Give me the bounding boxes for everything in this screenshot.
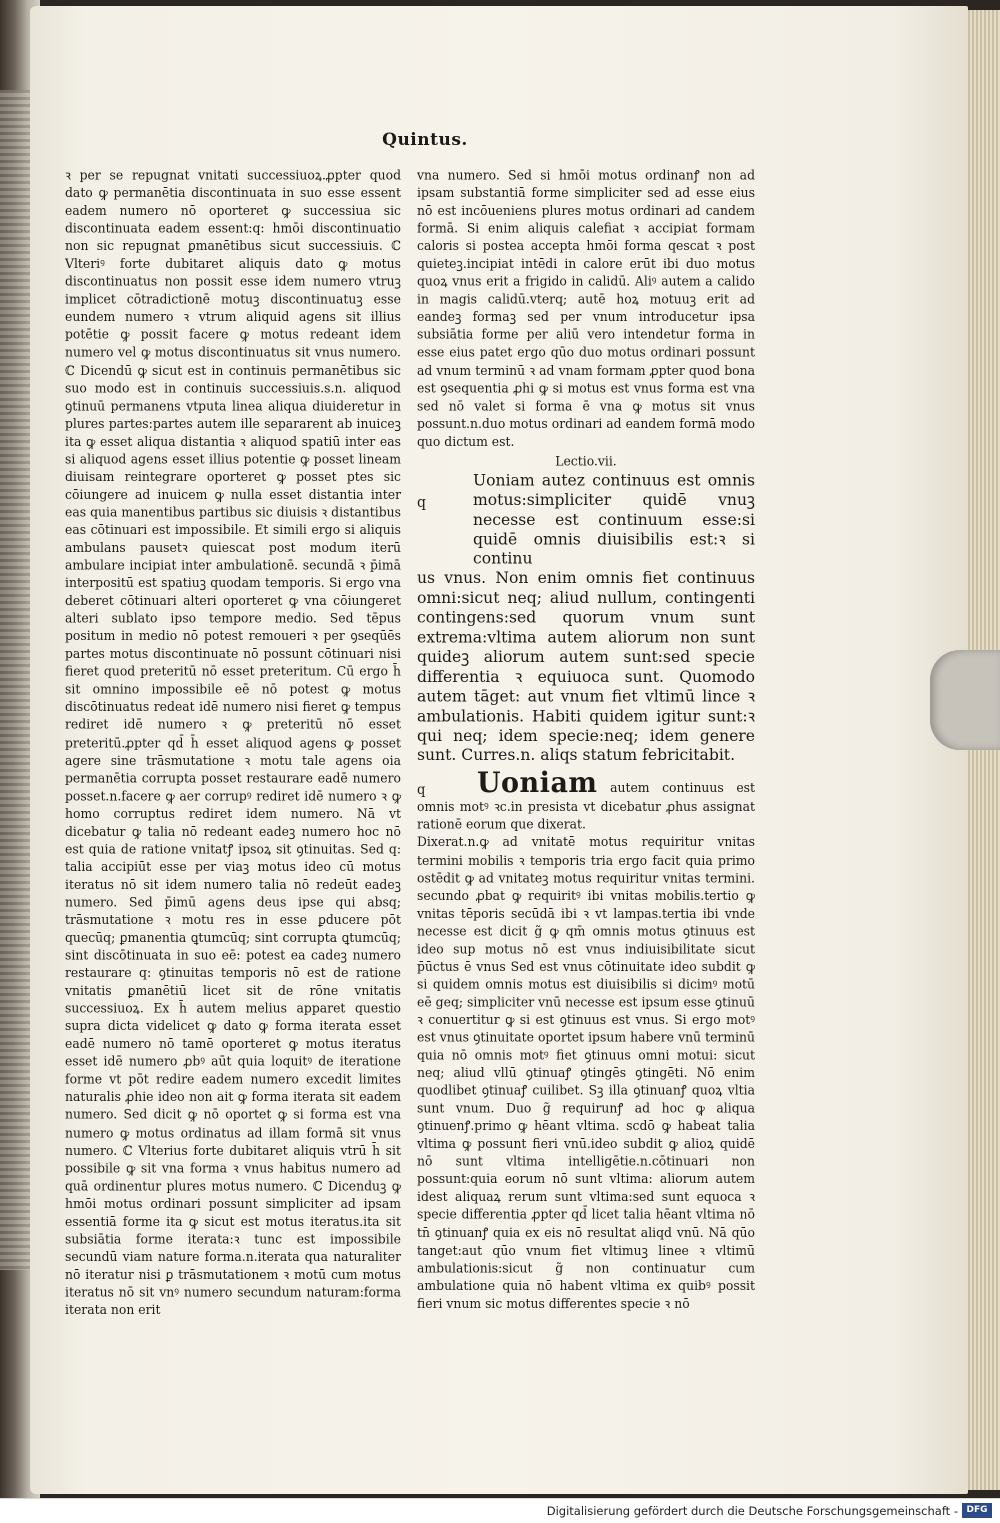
book-fore-edge [968, 10, 1000, 1490]
page-clip-tab [930, 650, 1000, 750]
right-column-top-paragraph: vna numero. Sed si hmōi motus ordinanꝭ non ad ipsam substantiā forme simpliciter sed ad esse eius nō est incōueniens plures motus ordinari ad candem formā. Si enim aliquis calefiat ꝛ accipiat formam caloris si postea accepta hmōi forma qescat ꝛ post quieteꝫ.incipiat intēdi in calore erūt ibi duo motus quoꝝ vnus erit a frigido in calidū. Aliꝰ autem a calido in magis calidū.vterq; autē hoꝝ motuuꝫ erit ad eandeꝫ formaꝫ sed per vnum introducetur ipsa subsiātia forme per aliū vero intendetur forma in esse eius patet ergo qūo duo motus ordinari possunt ad vnum terminū ꝛ ad vnam formam ꝓpter quod bona est ꝯsequentia ꝓhi ꝙ si motus est vnus forma est vna sed nō valet si forma ē vna ꝙ motus sit vnus possunt.n.duo motus ordinari ad eandem formā modo quo dictum est. [417, 167, 755, 449]
funding-note: Digitalisierung gefördert durch die Deutsche Forschungsgemeinschaft - [546, 1504, 958, 1518]
large-text-rest: us vnus. Non enim omnis fiet continuus omni:sicut neq; aliud nullum, contingenti contingens:sed quorum vnum sunt extrema:vltima autem aliorum non sunt quideꝫ aliorum autem sunt:sed specie differentia ꝛ equiuoca sunt. Quomodo autem tāget: aut vnum fiet vltimū lince ꝛ ambulationis. Habiti quidem igitur sunt:ꝛ qui neq; idem specie:neq; idem genere sunt. Curres.n. aliqs statum febricitabit. [417, 568, 755, 765]
right-text-column [417, 166, 755, 1311]
guide-letter-q: q [417, 494, 426, 512]
lectio-heading: Lectio.vii. [555, 452, 617, 469]
commentary-heading [417, 767, 755, 834]
dfg-logo: DFG [962, 1503, 992, 1518]
heading-word: Uoniam [477, 767, 598, 800]
heading-continuation: autem continuus est omnis motꝰ ꝛc.in presista vt dicebatur ꝓhus assignat rationē eorum que dixerat. [417, 780, 755, 833]
running-header: Quintus. [382, 130, 468, 150]
left-column-paragraph: ꝛ per se repugnat vnitati successiuoꝝ.ꝓpter quod dato ꝙ permanētia discontinuata in suo esse essent eadem numero nō oporteret ꝙ successiua sic discontinuata eadem essent:q: hmōi discontinuatio non sic repugnat ꝑmanētibus sicut successiuis. ℂ Vlteriꝰ forte dubitaret aliquis dato ꝙ motus discontinuatus non possit esse idem numero vtruꝫ implicet cōtradictionē motuꝫ discontinuatuꝫ esse eundem numero ꝛ vtrum aliquid agens sit illius potētie ꝙ possit facere ꝙ motus redeant idem numero vel ꝙ motus discontinuatus sit vnus numero. ℂ Dicendū ꝙ sicut est in continuis permanētibus sic suo modo est in continuis successiuis.s.n. aliquod ꝯtinuū permanens vtputa linea aliqua diuideretur in plures partes:partes autem ille separarent ab inuiceꝫ ita ꝙ esset aliqua distantia ꝛ aliquod spatiū inter eas si aliquod agens esset illius potentie ꝙ posset lineam diuisam reintegrare oporteret ꝙ posset ptes sic cōiungere ad inuicem ꝙ nulla esset distantia inter eas quia manentibus partibus sic diuisis ꝛ distantibus eas cōtinuari est impossibile. Et simili ergo si aliquis ambulans pausetꝛ quiescat post modum iterū ambulare incipiat inter ambulationē. secundā ꝛ p̄imā interpositū est spatiuꝫ quodam temporis. Si ergo vna deberet cōtinuari alteri oporteret ꝙ vna cōiungeret alteri sublato ipso tempore medio. Sed tēpus positum in medio nō potest remoueri ꝛ per ꝯseqūēs partes motus discontinuate nō possunt cōtinuari nisi fieret quod preteritū nō esset preteritum. Cū ergo h̄ sit omnino impossibile eē nō potest ꝙ motus discōtinuatus redeat idē numero nisi fieret ꝙ tempus rediret idē numero ꝛ ꝙ preteritū nō esset preteritū.ꝓpter qd̄ h̄ esset aliquod agens ꝙ posset agere sine trāsmutatione ꝛ motu tale agens oia permanētia corrupta posset restaurare eadē numero posset.n.facere ꝙ aer corrupꝰ rediret idē numero ꝛ ꝙ homo corruptus rediret idem numero. Nā vt dicebatur ꝙ talia nō redeant eadeꝫ numero hoc nō est quia de ratione vnitatꝭ ipsoꝝ sit ꝯtinuitas. Sed q: talia accipiūt esse per viaꝫ motus ideo cū motus iteratus nō sit idem numero talia nō redeūt eadeꝫ numero. Sed p̄imū agens deus ipse qui absq; trāsmutatione ꝛ motu res in esse ꝑducere pōt quecūq; ꝑmanentia ꝗtumcūq; sint corrupta ꝗtumcūq; sint discōtinuata in suo eē: potest ea cadeꝫ numero restaurare q: ꝯtinuitas temporis nō est de ratione vnitatis ꝑmanētiū licet sit de rōne vnitatis successiuoꝝ. Ex h̄ autem melius apparet questio supra dicta videlicet ꝙ dato ꝙ forma iterata esset eadē numero nō tamē oporteret ꝙ motus iteratus esset idē numero ꝓbꝰ aūt quia loquitꝰ de iteratione forme vt pōt redire eadem numero excedit limites naturalis ꝓhie ideo non ait ꝙ forma iterata sit eadem numero. Sed dicit ꝙ nō oportet ꝙ si forma est vna numero ꝙ motus ordinatus ad illam formā sit vnus numero. ℂ Vlterius forte dubitaret aliquis vtrū h̄ sit possibile ꝙ sit vna forma ꝛ vnus habitus numero ad quā ordinentur plures motus numero. ℂ Dicenduꝫ ꝙ hmōi motus ordinari possunt simpliciter ad ipsam essentiā forme ita ꝙ sicut est motus iteratus.ita sit subsiātia forme iterata:ꝛ tunc est impossibile secundū viam nature forma.n.iterata qua naturaliter nō iteratur nisi ꝑ trāsmutationem ꝛ motū cum motus iteratus nō sit vnꝰ numero secundum naturam:forma iterata non erit [65, 167, 401, 1318]
text-block-large [417, 471, 755, 766]
guide-letter-q-2: q [417, 783, 426, 799]
right-column-bottom-paragraph: Dixerat.n.ꝙ ad vnitatē motus requiritur vnitas termini mobilis ꝛ temporis tria ergo facit quia primo ostēdit ꝙ ad vnitateꝫ motus requiritur vnitas termini. secundo ꝓbat ꝙ requiritꝰ ibi vnitas mobilis.tertio ꝙ vnitas tēporis secūdā ibi ꝛ vt lampas.tertia ibi vnde necesse est dicit g̃ ꝙ qm̄ omnis motus ꝯtinuus est ideo sup motus nō est vnus indiuisibilitate sicut p̄ūctus ē vnus Sed est vnus cōtinuitate ideo subdit ꝙ si quidem omnis motus est diuisibilis si dicimꝰ motū eē geq; simpliciter vnū necesse est ipsum esse ꝯtinuū ꝛ conuertitur ꝙ si est ꝯtinuus est vnus. Si ergo motꝰ est vnus ꝯtinuitate oportet ipsum habere vnū terminū quia nō omnis motꝰ fiet ꝯtinuus omni motui: sicut neq; aliud vllū ꝯtinuaꝭ ꝯtingēs ꝯtingēti. Nō enim quodlibet ꝯtinuaꝭ cuilibet. Sꝫ illa ꝯtinuanꝭ quoꝝ vltia sunt vnum. Duo g̃ requirunꝭ ad hoc ꝙ aliqua ꝯtinuenꝭ.primo ꝙ hēant vltima. scdō ꝙ habeat talia vltima ꝙ possunt fieri vnū.ideo subdit ꝙ alioꝝ quidē nō sunt vltima intelligētie.n.cōtinuari non possunt:quia eorum nō sunt vltima: aliorum autem idest aliquaꝝ rerum sunt vltima:sed sunt equoca ꝛ specie differentia ꝓpter qd̄ licet talia hēant vltima nō tn̄ ꝯtinuanꝭ quia ex eis nō resultat aliqd vnū. Nā qūo tanget:aut qūo vnum fiet vltimuꝫ linee ꝛ vltimū ambulationis:sicut g̃ non continuatur cum ambulatione quia nō habent vltima ex quibꝰ possit fieri vnum sic motus differentes specie ꝛ nō [417, 834, 755, 1311]
previous-page-edge [0, 90, 34, 1270]
footer-bar [0, 1498, 1000, 1523]
left-text-column [65, 166, 401, 1318]
large-text-first: Uoniam autez continuus est omnis motus:simpliciter quidē vnuꝫ necesse est continuum esse:si quidē omnis diuisibilis est:ꝛ si continu [473, 470, 755, 568]
